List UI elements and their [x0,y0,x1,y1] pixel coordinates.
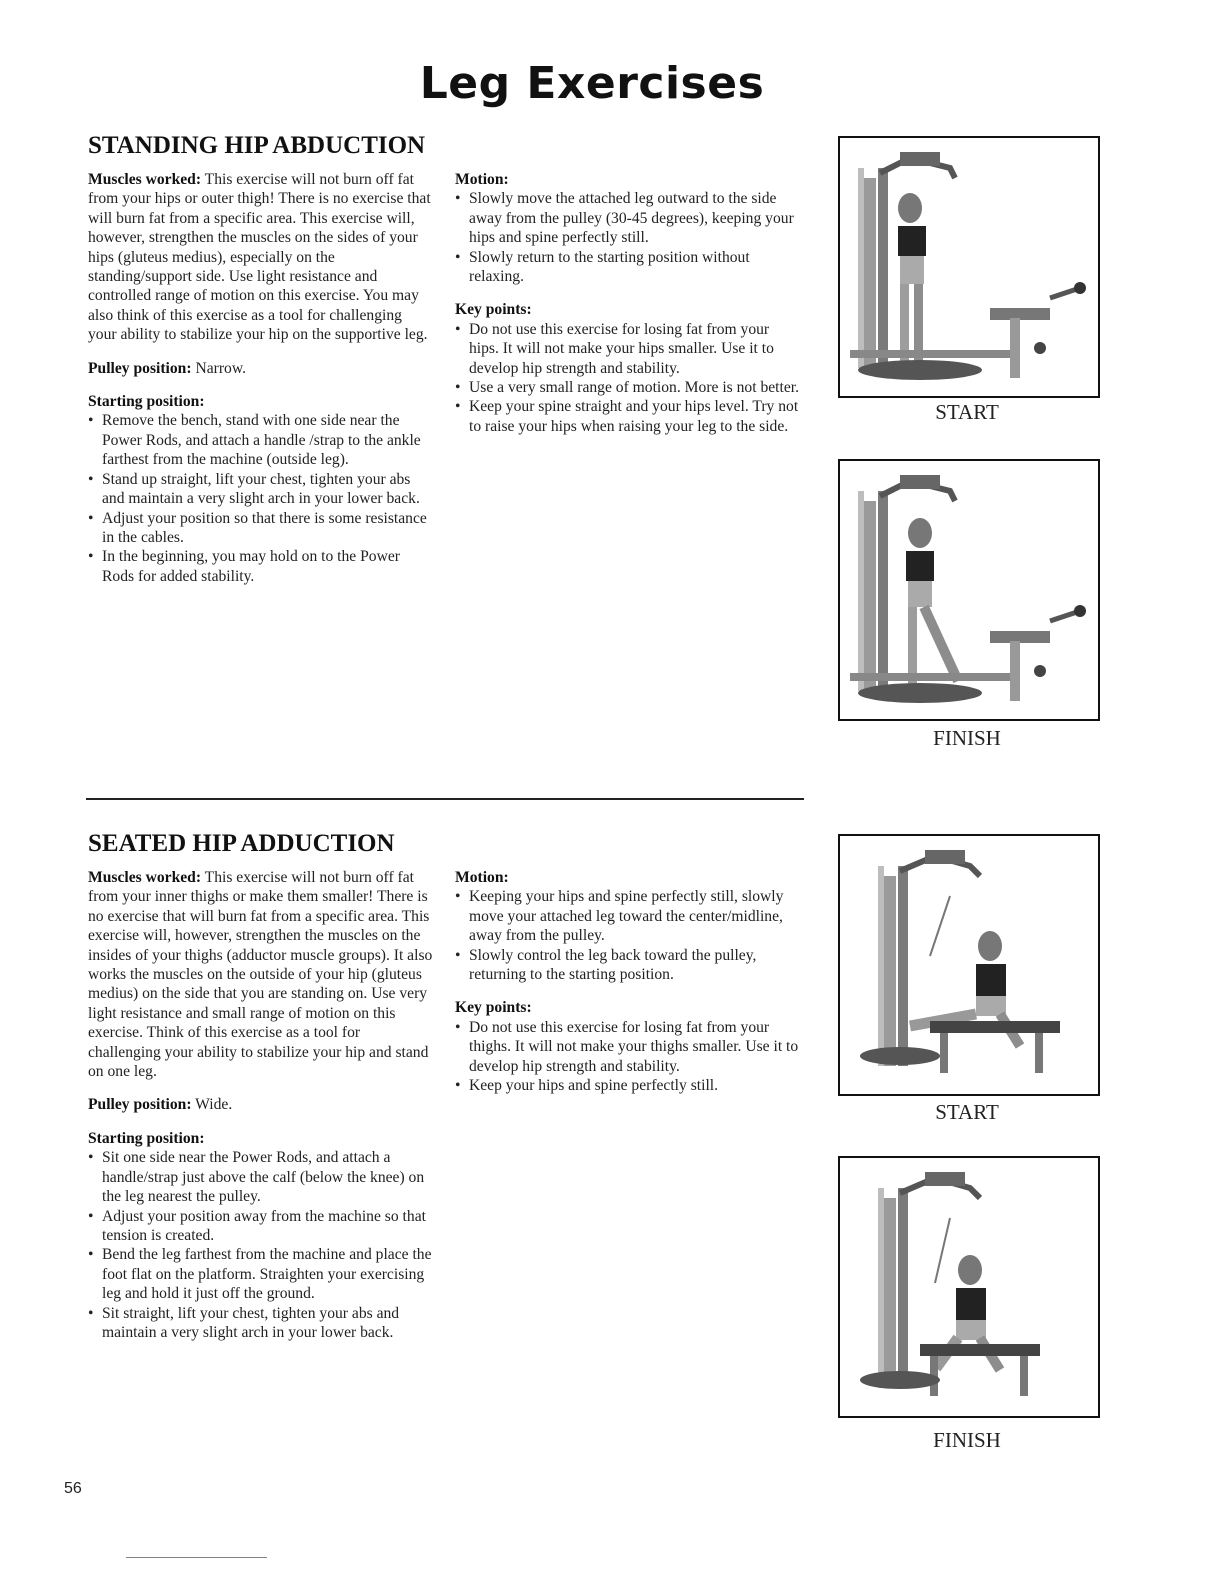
abduction-pulley-text: Narrow. [195,359,246,377]
list-item: • Adjust your position so that there is some resistance in the cables. [88,509,433,548]
abduction-muscles-text: This exercise will not burn off fat from your hips or outer thigh! There is no exercise that will burn fat from a specific area. This exercise will, however, strengthen the muscles on the sides of your hips (gluteus medius), especially on the standing/support side. Use light resistance and controlled range of motion on this exercise. You may also think of this exercise as a tool for challenging your ability to stabilize your hip on the supportive leg. [88,171,431,344]
list-item: • Remove the bench, stand with one side near the Power Rods, and attach a handle /strap to the ankle farthest from the machine (outside leg). [88,411,433,469]
key-points-label: Key points: [455,301,532,319]
abduction-heading: STANDING HIP ABDUCTION [88,132,426,159]
list-item: • Keep your hips and spine perfectly still. [455,1076,800,1095]
adduction-muscles-text: This exercise will not burn off fat from your inner thighs or make them smaller! There is no exercise that will burn fat from a specific area. This exercise will, however, strengthen the muscles on the insides of your thighs (adductor muscle groups). It also works the muscles on the outside of your hip (gluteus medius) on the side that you are standing on. Use very light resistance and small range of motion on this exercise. Think of this exercise as a tool for challenging your ability to stabilize your hip and stand on one leg. [88,869,433,1081]
list-item: • Keeping your hips and spine perfectly still, slowly move your attached leg toward the center/midline, away from the pulley. [455,887,800,945]
footer-line [126,1557,267,1558]
adduction-left-column [88,868,433,1356]
motion-label: Motion: [455,171,509,188]
list-item: • Stand up straight, lift your chest, tighten your abs and maintain a very slight arch in your lower back. [88,470,433,509]
adduction-heading: SEATED HIP ADDUCTION [88,830,395,857]
adduction-muscles-paragraph [88,868,433,1081]
abduction-finish-caption: FINISH [933,726,1001,750]
muscles-label: Muscles worked: [88,869,202,886]
list-item: • Sit one side near the Power Rods, and attach a handle/strap just above the calf (below the knee) on the leg nearest the pulley. [88,1148,433,1206]
list-item: • Do not use this exercise for losing fat from your hips. It will not make your hips smaller. Use it to develop hip strength and stability. [455,320,800,378]
abduction-left-column [88,170,433,600]
starting-label: Starting position: [88,393,205,411]
key-points-label: Key points: [455,999,532,1017]
page-number: 56 [64,1480,82,1497]
pulley-label: Pulley position: [88,359,192,377]
abduction-key-points-list [455,320,800,436]
list-item: • Do not use this exercise for losing fat from your thighs. It will not make your thighs smaller. Use it to develop hip strength and stability. [455,1018,800,1076]
adduction-starting-list [88,1148,433,1342]
adduction-start-photo [838,834,1100,1096]
list-item: • Keep your spine straight and your hips level. Try not to raise your hips when raising your leg to the side. [455,397,800,436]
muscles-label: Muscles worked: [88,171,202,188]
adduction-finish-photo [838,1156,1100,1418]
list-item: • Bend the leg farthest from the machine and place the foot flat on the platform. Straighten your exercising leg and hold it just off the ground. [88,1245,433,1303]
abduction-muscles-paragraph [88,170,433,345]
abduction-middle-column [455,170,800,450]
page-title: Leg Exercises [419,58,765,109]
adduction-pulley-text: Wide. [195,1096,233,1114]
abduction-finish-photo [838,459,1100,721]
list-item: • Slowly return to the starting position without relaxing. [455,248,800,287]
adduction-pulley-paragraph [88,1095,433,1114]
abduction-start-caption: START [935,400,999,424]
list-item: • Use a very small range of motion. More is not better. [455,378,800,397]
abduction-start-photo [838,136,1100,398]
adduction-middle-column [455,868,800,1109]
list-item: • Slowly move the attached leg outward to the side away from the pulley (30-45 degrees), keeping your hips and spine perfectly still. [455,189,800,247]
abduction-starting-list [88,411,433,586]
list-item: • Adjust your position away from the machine so that tension is created. [88,1207,433,1246]
abduction-motion-list [455,189,800,286]
adduction-motion-list [455,887,800,984]
pulley-label: Pulley position: [88,1096,192,1114]
list-item: • In the beginning, you may hold on to the Power Rods for added stability. [88,547,433,586]
list-item: • Sit straight, lift your chest, tighten your abs and maintain a very slight arch in your lower back. [88,1304,433,1343]
adduction-start-caption: START [935,1100,999,1124]
abduction-pulley-paragraph [88,359,433,378]
motion-label: Motion: [455,869,509,886]
adduction-key-points-list [455,1018,800,1096]
section-divider [86,798,804,800]
starting-label: Starting position: [88,1129,205,1147]
adduction-finish-caption: FINISH [933,1428,1001,1452]
list-item: • Slowly control the leg back toward the pulley, returning to the starting position. [455,946,800,985]
